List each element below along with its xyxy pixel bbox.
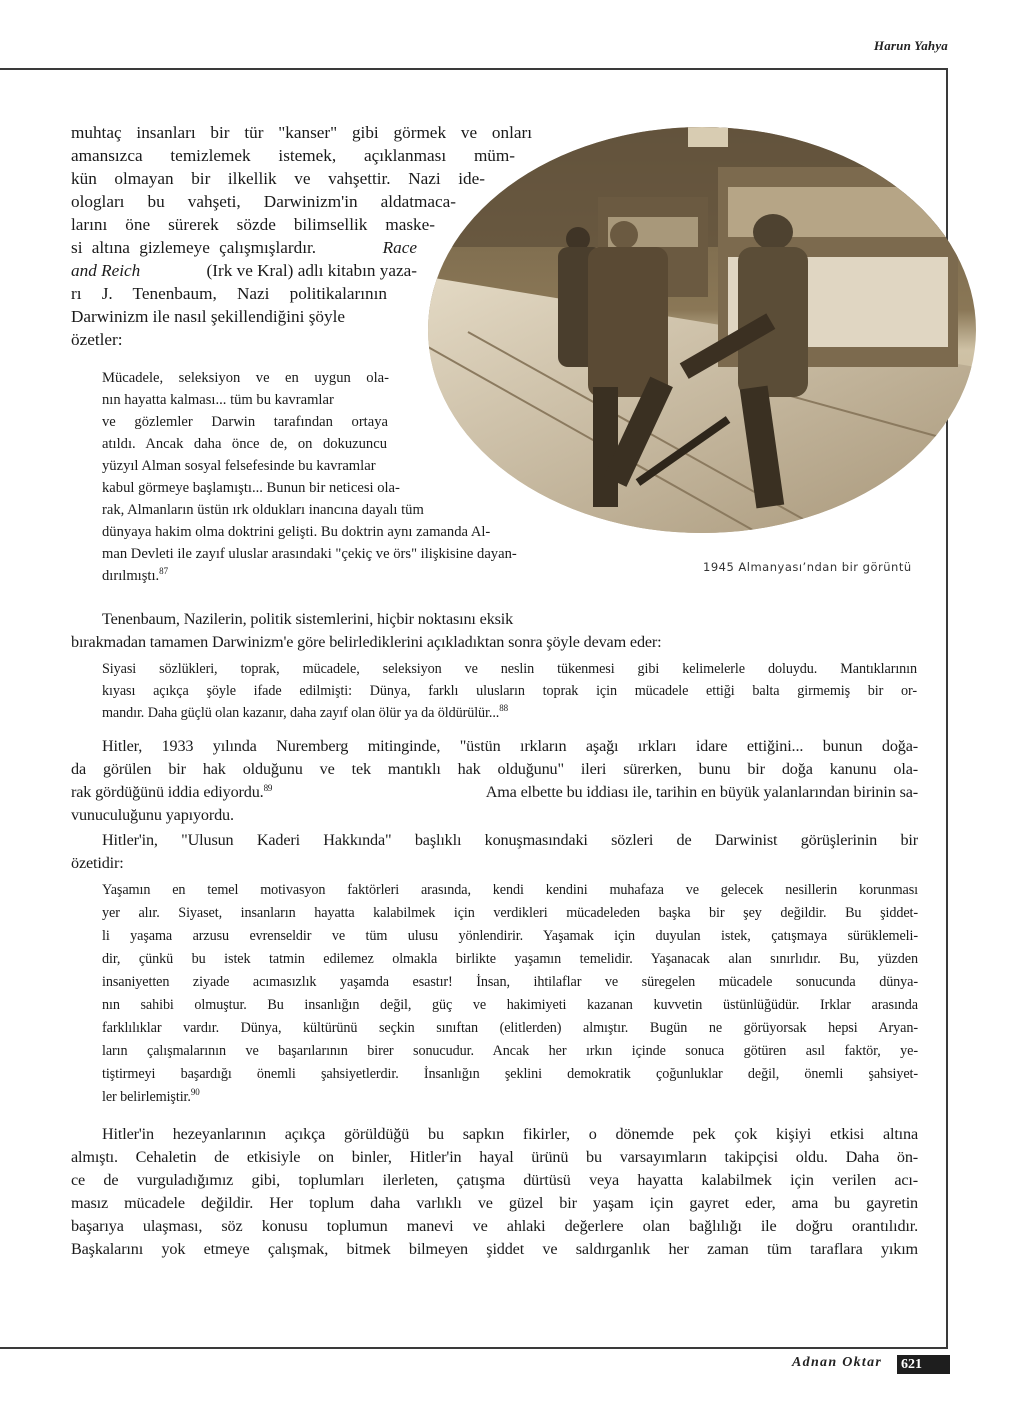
frame-bottom-rule	[0, 1347, 948, 1349]
body-line: özetler:	[71, 330, 123, 349]
book-title-italic: and Reich	[71, 261, 141, 280]
body-text: (Irk ve Kral) adlı kitabın yaza-	[206, 261, 417, 280]
body-line	[71, 236, 417, 259]
quote-text: mandır. Daha güçlü olan kazanır, daha zayıf olan ölür ya da öldürülür...	[102, 705, 500, 721]
quote-line: tiştirmeyi başardığı önemli şahsiyetlerdir. İnsanlığın şeklini demokratik çoğunluklar değil, önemli şahsiyet-	[102, 1066, 918, 1082]
body-line: larını öne sürerek sözde bilimsellik maske-	[71, 215, 435, 234]
quote-line: man Devleti ile zayıf uluslar arasındaki "çekiç ve örs" ilişkisine dayan-	[102, 546, 517, 562]
quote-text: dırılmıştı.	[102, 568, 160, 584]
quote-line: rak, Almanların üstün ırk oldukları inancına dayalı tüm	[102, 502, 424, 518]
body-line: başarıya ulaşması, söz konusu toplumun manevi ve ahlaki değerlere olan bağlılığı ile doğru orantılıdır.	[71, 1217, 918, 1235]
body-line: vunuculuğunu yapıyordu.	[71, 806, 234, 824]
body-line: Tenenbaum, Nazilerin, politik sistemlerini, hiçbir noktasını eksik	[102, 610, 514, 628]
footnote-ref: 89	[263, 783, 273, 793]
body-line: Hitler'in hezeyanlarının açıkça görüldüğü bu sapkın fikirler, o dönemde pek çok kişiyi etkisi altına	[102, 1125, 918, 1143]
quote-text: ler belirlemiştir.	[102, 1089, 191, 1105]
quote-line: farklılıklar vardır. Dünya, kültürünü seçkin sınıftan (elitlerden) almıştır. Bugün ne görüyorsak hepsi Aryan-	[102, 1020, 918, 1036]
page-number: 621	[897, 1355, 950, 1374]
quote-line: atıldı. Ancak daha önce de, on dokuzuncu	[102, 436, 387, 452]
body-line: almıştı. Cehaletin de etkisiyle on binler, Hitler'in hayal ürünü bu varsayımların takipçisi oldu. Daha ön-	[71, 1148, 918, 1166]
running-header-title: Harun Yahya	[873, 38, 948, 53]
body-line: Başkalarını yok etmeye çalışmak, bitmek bilmeyen şiddet ve saldırganlık her zaman tüm taraflara yıkım	[71, 1240, 918, 1258]
footnote-ref: 87	[159, 566, 169, 576]
body-line: da görülen bir hak olduğunu ve tek mantıklı hak olduğunu" ileri sürerken, bunu bir doğa kanunu ola-	[71, 760, 918, 778]
body-line: masız mücadele değildir. Her toplum daha varlıklı ve güzel bir yaşam için gayret eder, ama bu gayretin	[71, 1194, 918, 1212]
body-line: kün olmayan bir ilkellik ve vahşettir. Nazi ide-	[71, 169, 485, 188]
body-line	[71, 781, 918, 804]
quote-line: yer alır. Siyaset, insanların hayatta kalabilmek için verdikleri mücadeleden başka bir şey değildir. Bu şiddet-	[102, 905, 918, 921]
body-line	[71, 259, 417, 282]
quote-line	[102, 1086, 200, 1108]
body-text-group	[71, 781, 272, 804]
body-text: Ama elbette bu iddiası ile, tarihin en büyük yalanlarından birinin sa-	[485, 783, 918, 801]
quote-line: Yaşamın en temel motivasyon faktörleri arasında, kendi kendini muhafaza ve gelecek nesillerin korunması	[102, 882, 918, 898]
body-line: ce de vurguladığımız gibi, toplumları ilerleten, çatışma dürtüsü veya hayatta kalabilmek için verilen acı-	[71, 1171, 918, 1189]
body-line: rı J. Tenenbaum, Nazi politikalarının	[71, 284, 387, 303]
quote-line: yüzyıl Alman sosyal felsefesinde bu kavramlar	[102, 458, 376, 474]
quote-line: li yaşama arzusu evrenseldir ve tüm ulusu yönlendirir. Yaşamak için duyulan istek, çatışmaya sürüklemeli-	[102, 928, 918, 944]
quote-line: dir, çünkü bu istek tatmin edilemez olmakla birlikte yaşamın temelidir. Yaşanacak alan sınırlıdır. Bu, yüzden	[102, 951, 918, 967]
quote-line: ların çalışmalarının ve başarılarının birer sonucudur. Ancak her ırkın içinde sonuca götüren asıl faktör, ye-	[102, 1043, 918, 1059]
body-line: Hitler, 1933 yılında Nuremberg mitinginde, "üstün ırkların aşağı ırkları idare ettiğini... bunun doğa-	[102, 737, 918, 755]
frame-top-rule	[0, 68, 948, 70]
quote-line: kıyası açıkça şöyle ifade edilmişti: Dünya, farklı ulusların toprak için mücadele ettiği balta girmemiş bir or-	[102, 683, 917, 699]
body-text: rak gördüğünü iddia ediyordu.	[71, 783, 264, 801]
footer-author: Adnan Oktar	[792, 1355, 883, 1370]
quote-line: Mücadele, seleksiyon ve en uygun ola-	[102, 370, 389, 386]
book-title-italic: Race	[382, 238, 417, 257]
body-line: muhtaç insanları bir tür "kanser" gibi görmek ve onları	[71, 123, 532, 142]
footnote-ref: 90	[190, 1087, 200, 1097]
body-line: amansızca temizlemek istemek, açıklanması müm-	[71, 146, 515, 165]
quote-line: ve gözlemler Darwin tarafından ortaya	[102, 414, 388, 430]
quote-line: Siyasi sözlükleri, toprak, mücadele, seleksiyon ve neslin tükenmesi gibi kelimelerle doluydu. Mantıklarının	[102, 661, 917, 677]
body-line: bırakmadan tamamen Darwinizm'e göre belirlediklerini açıkladıktan sonra şöyle devam eder:	[71, 633, 662, 651]
quote-line: insaniyetten ziyade acımasızlık yaşamda esastır! İnsan, ihtilaflar ve süregelen mücadele sonucunda dünya-	[102, 974, 918, 990]
quote-line	[102, 565, 168, 587]
quote-line: kabul görmeye başlamıştı... Bunun bir neticesi ola-	[102, 480, 400, 496]
quote-line: dünyaya hakim olma doktrini gelişti. Bu doktrin aynı zamanda Al-	[102, 524, 491, 540]
quote-line: nın sahibi olmuştur. Bu insanlığın değil, güç ve hakimiyeti kazanan kuvvetin üstünlüğüdür. Irklar arasında	[102, 997, 918, 1013]
historical-photo	[428, 127, 976, 533]
body-line: Hitler'in, "Ulusun Kaderi Hakkında" başlıklı konuşmasındaki sözleri de Darwinist görüşlerinin bir	[102, 831, 918, 849]
photo-caption: 1945 Almanyası’ndan bir görüntü	[703, 560, 912, 574]
body-line: ologları bu vahşeti, Darwinizm'in aldatmaca-	[71, 192, 456, 211]
quote-line: nın hayatta kalması... tüm bu kavramlar	[102, 392, 334, 408]
body-line: özetidir:	[71, 854, 124, 872]
footnote-ref: 88	[499, 703, 509, 713]
quote-line	[102, 702, 508, 724]
photo-illustration-icon	[428, 127, 976, 533]
body-text: si altına gizlemeye çalışmışlardır.	[71, 238, 317, 257]
body-line: Darwinizm ile nasıl şekillendiğini şöyle	[71, 307, 345, 326]
